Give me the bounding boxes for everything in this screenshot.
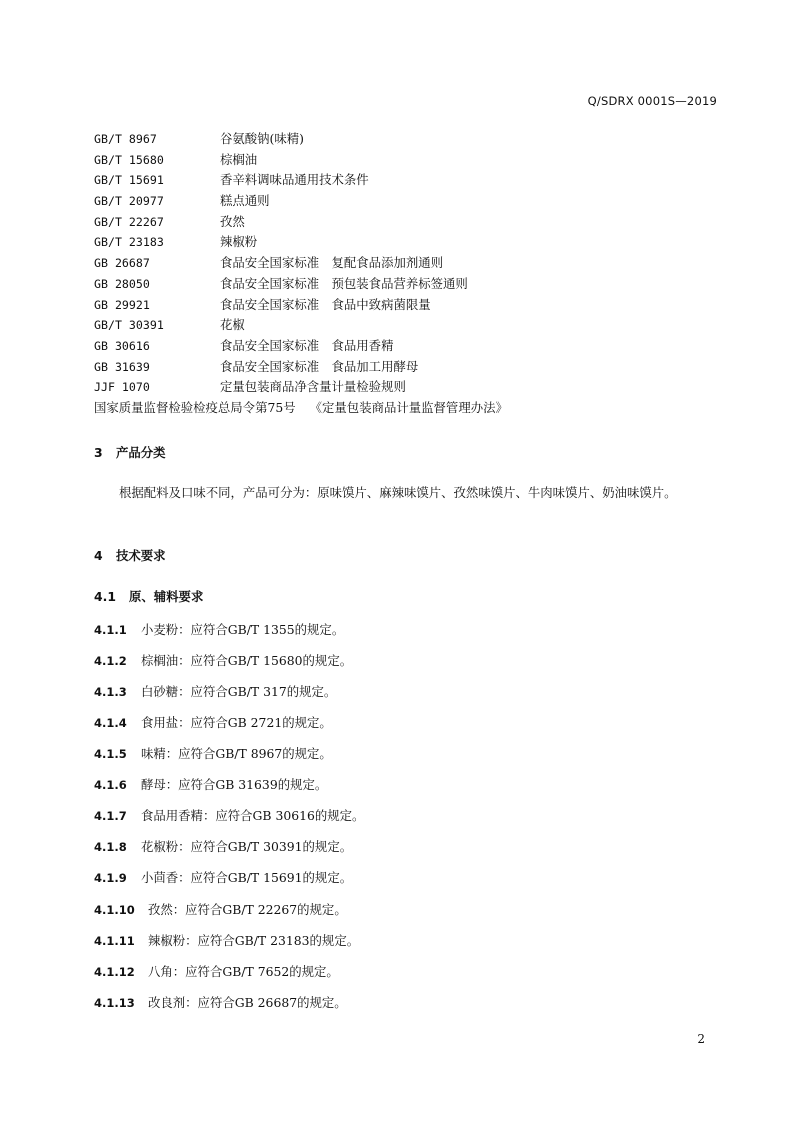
clause-text: 改良剂：应符合GB 26687的规定。 — [148, 995, 347, 1010]
reference-code: GB 29921 — [94, 297, 150, 312]
clause-number: 4.1.5 — [94, 747, 127, 761]
reference-title: 《定量包装商品计量监督管理办法》 — [309, 399, 508, 415]
reference-issuer: 国家质量监督检验检疫总局令第75号 — [94, 399, 296, 415]
clause-text: 八角：应符合GB/T 7652的规定。 — [148, 964, 339, 979]
reference-code: GB 31639 — [94, 359, 150, 374]
section-number: 4 — [94, 548, 103, 563]
reference-row — [94, 212, 717, 233]
section-title: 技术要求 — [116, 548, 166, 563]
reference-code: GB/T 23183 — [94, 235, 164, 250]
section-paragraph: 根据配料及口味不同，产品可分为：原味馍片、麻辣味馍片、孜然味馍片、牛肉味馍片、奶油味馍片。 — [119, 485, 677, 500]
clause-number: 4.1.10 — [94, 903, 135, 917]
clause-number: 4.1.8 — [94, 840, 127, 854]
reference-title: 糕点通则 — [220, 193, 270, 209]
reference-row — [94, 129, 717, 150]
document-number: Q/SDRX 0001S—2019 — [587, 94, 717, 108]
clause-text: 酵母：应符合GB 31639的规定。 — [141, 777, 328, 792]
reference-code: GB/T 20977 — [94, 194, 164, 209]
clause-item — [94, 868, 352, 886]
clause-text: 辣椒粉：应符合GB/T 23183的规定。 — [148, 933, 360, 948]
clause-text: 食品用香精：应符合GB 30616的规定。 — [141, 808, 365, 823]
normative-references — [94, 129, 717, 419]
clause-number: 4.1.11 — [94, 934, 135, 948]
reference-code: GB/T 15680 — [94, 152, 164, 167]
reference-row — [94, 315, 717, 336]
clause-number: 4.1.7 — [94, 809, 127, 823]
reference-code: JJF 1070 — [94, 380, 150, 395]
clause-number: 4.1.4 — [94, 716, 127, 730]
clause-text: 孜然：应符合GB/T 22267的规定。 — [148, 902, 347, 917]
clause-number: 4.1.1 — [94, 623, 127, 637]
reference-code: GB/T 30391 — [94, 318, 164, 333]
reference-title: 谷氨酸钠(味精) — [220, 131, 305, 146]
clause-text: 花椒粉：应符合GB/T 30391的规定。 — [141, 839, 353, 854]
reference-title: 花椒 — [220, 317, 245, 333]
clause-item — [94, 837, 352, 855]
reference-code: GB 30616 — [94, 338, 150, 353]
clause-item — [94, 962, 339, 980]
clause-item — [94, 931, 359, 949]
reference-title: 香辛料调味品通用技术条件 — [220, 172, 369, 188]
clause-item — [94, 993, 347, 1011]
clause-text: 小茴香：应符合GB/T 15691的规定。 — [141, 870, 353, 885]
clause-number: 4.1.13 — [94, 996, 135, 1010]
clause-item — [94, 620, 344, 638]
reference-title: 孜然 — [220, 213, 245, 229]
reference-title: 辣椒粉 — [220, 234, 258, 250]
reference-code: GB/T 22267 — [94, 214, 164, 229]
subsection-heading — [94, 587, 203, 605]
page-number: 2 — [697, 1032, 705, 1046]
reference-row — [94, 357, 717, 378]
reference-title: 定量包装商品净含量计量检验规则 — [220, 379, 406, 395]
reference-row — [94, 170, 717, 191]
reference-title: 棕榈油 — [220, 151, 258, 167]
reference-row — [94, 232, 717, 253]
clause-number: 4.1.2 — [94, 654, 127, 668]
clause-text: 食用盐：应符合GB 2721的规定。 — [141, 715, 332, 730]
reference-row — [94, 253, 717, 274]
reference-code: GB 28050 — [94, 276, 150, 291]
clause-number: 4.1.12 — [94, 965, 135, 979]
clause-item — [94, 775, 327, 793]
clause-item — [94, 651, 352, 669]
reference-code: GB/T 8967 — [94, 132, 157, 146]
reference-title: 食品安全国家标准 食品中致病菌限量 — [220, 296, 431, 312]
clause-item — [94, 682, 336, 700]
clause-number: 4.1.6 — [94, 778, 127, 792]
section-heading — [94, 546, 166, 564]
reference-title: 食品安全国家标准 复配食品添加剂通则 — [220, 255, 444, 271]
clause-item — [94, 806, 364, 824]
reference-title: 食品安全国家标准 食品用香精 — [220, 337, 394, 353]
reference-title: 食品安全国家标准 食品加工用酵母 — [220, 358, 419, 374]
clause-item — [94, 900, 347, 918]
reference-row — [94, 398, 717, 419]
reference-row — [94, 295, 717, 316]
clause-number: 4.1.3 — [94, 685, 127, 699]
subsection-title: 原、辅料要求 — [129, 589, 204, 604]
reference-title: 食品安全国家标准 预包装食品营养标签通则 — [220, 275, 468, 291]
clause-item — [94, 744, 332, 762]
section-number: 3 — [94, 445, 103, 460]
reference-code: GB 26687 — [94, 256, 150, 271]
section-title: 产品分类 — [116, 445, 166, 460]
clause-number: 4.1.9 — [94, 871, 127, 885]
section-heading — [94, 443, 166, 461]
clause-text: 小麦粉：应符合GB/T 1355的规定。 — [141, 622, 345, 637]
reference-code: GB/T 15691 — [94, 173, 164, 188]
reference-row — [94, 336, 717, 357]
reference-row — [94, 377, 717, 398]
clause-text: 味精：应符合GB/T 8967的规定。 — [141, 746, 332, 761]
subsection-number: 4.1 — [94, 589, 116, 604]
reference-row — [94, 191, 717, 212]
clause-item — [94, 713, 332, 731]
clause-text: 白砂糖：应符合GB/T 317的规定。 — [141, 684, 337, 699]
reference-row — [94, 274, 717, 295]
reference-row — [94, 150, 717, 171]
clause-text: 棕榈油：应符合GB/T 15680的规定。 — [141, 653, 353, 668]
